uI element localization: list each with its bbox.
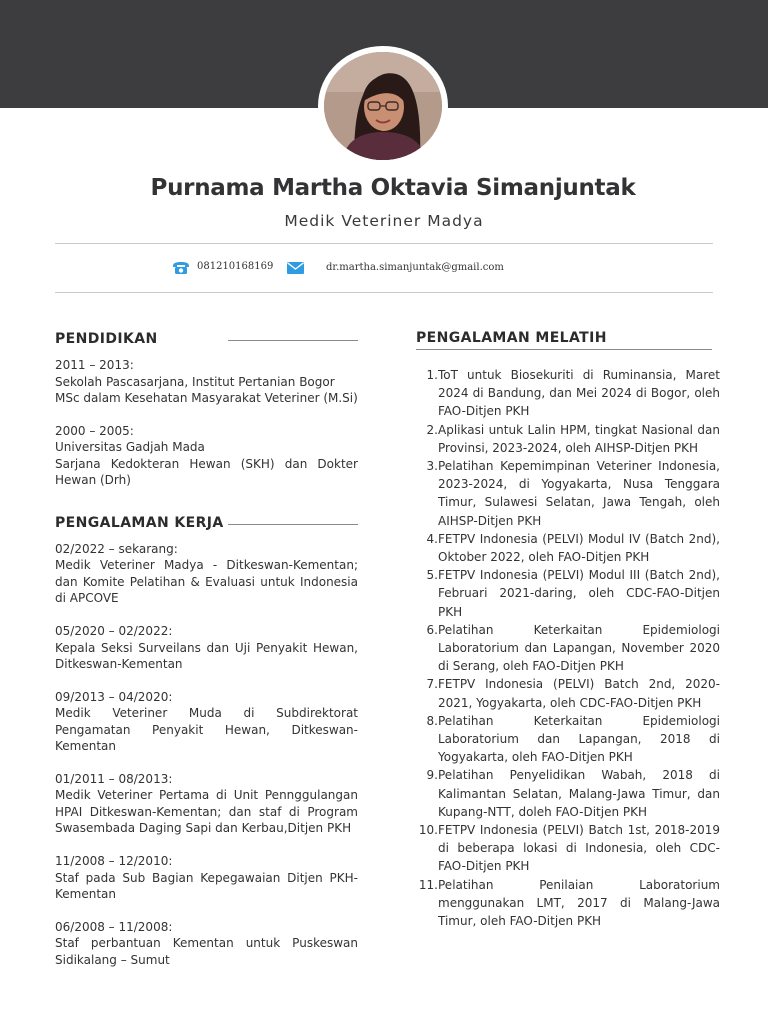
- training-number: 5.: [426, 568, 438, 583]
- person-name: Purnama Martha Oktavia Simanjuntak: [150, 175, 636, 201]
- section-title-pendidikan: PENDIDIKAN: [55, 331, 158, 347]
- work-description: Medik Veteriner Madya - Ditkeswan-Kementan; dan Komite Pelatihan & Evaluasi untuk Indonesia di APCOVE: [55, 558, 358, 606]
- portrait-illustration: [324, 52, 442, 160]
- training-item: [422, 766, 720, 821]
- training-text: Pelatihan Penilaian Laboratorium menggunakan LMT, 2017 di Malang-Jawa Timur, oleh FAO-Ditjen PKH: [438, 877, 720, 929]
- work-entry: [55, 541, 358, 607]
- divider-top: [55, 243, 713, 244]
- training-item: [422, 366, 720, 421]
- section-title-pengalaman-melatih: PENGALAMAN MELATIH: [416, 330, 607, 346]
- training-number: 1.: [426, 368, 438, 382]
- profile-photo: [324, 52, 442, 160]
- work-entry: [55, 919, 358, 968]
- work-description: Medik Veteriner Muda di Subdirektorat Pengamatan Penyakit Hewan, Ditkeswan-Kementan: [55, 706, 358, 754]
- training-text: ToT untuk Biosekuriti di Ruminansia, Maret 2024 di Bandung, dan Mei 2024 di Bogor, oleh FAO-Ditjen PKH: [438, 368, 720, 419]
- training-item: [422, 621, 720, 676]
- training-item: [422, 530, 720, 566]
- training-number: 2.: [426, 422, 438, 437]
- training-text: FETPV Indonesia (PELVI) Modul IV (Batch 2nd), Oktober 2022, oleh FAO-Ditjen PKH: [438, 531, 720, 565]
- section-title-pengalaman-kerja: PENGALAMAN KERJA: [55, 515, 224, 531]
- training-text: Aplikasi untuk Lalin HPM, tingkat Nasional dan Provinsi, 2023-2024, oleh AIHSP-Ditjen PKH: [438, 422, 720, 455]
- training-text: Pelatihan Keterkaitan Epidemiologi Laboratorium dan Lapangan, 2018 di Yogyakarta, oleh FAO-Ditjen PKH: [438, 713, 720, 765]
- work-entry: [55, 853, 358, 902]
- work-description: Staf pada Sub Bagian Kepegawaian Ditjen PKH-Kementan: [55, 870, 358, 901]
- work-period: 05/2020 – 02/2022:: [55, 624, 173, 639]
- training-number: 4.: [426, 531, 438, 546]
- training-item: [422, 675, 720, 711]
- training-text: FETPV Indonesia (PELVI) Modul III (Batch 2nd), Februari 2021-daring, oleh CDC-FAO-Ditjen PKH: [438, 568, 720, 619]
- work-entry: [55, 623, 358, 672]
- training-number: 6.: [426, 622, 438, 637]
- email-address[interactable]: dr.martha.simanjuntak@gmail.com: [326, 262, 504, 273]
- education-period: 2000 – 2005:: [55, 423, 134, 438]
- training-text: Pelatihan Penyelidikan Wabah, 2018 di Kalimantan Selatan, Malang-Jawa Timur, dan Kupang-NTT, doleh FAO-Ditjen PKH: [438, 768, 720, 819]
- work-entry: [55, 689, 358, 755]
- training-number: 7.: [426, 677, 438, 692]
- envelope-icon: [287, 262, 304, 274]
- work-period: 01/2011 – 08/2013:: [55, 771, 173, 786]
- phone-icon: [172, 261, 190, 275]
- training-item: [418, 821, 720, 876]
- work-description: Staf perbantuan Kementan untuk Puskeswan Sidikalang – Sumut: [55, 936, 358, 967]
- phone-number[interactable]: 081210168169: [197, 261, 274, 272]
- education-institution: Sekolah Pascasarjana, Institut Pertanian Bogor: [55, 374, 335, 389]
- work-period: 09/2013 – 04/2020:: [55, 689, 173, 704]
- education-period: 2011 – 2013:: [55, 358, 134, 372]
- training-number: 9.: [426, 768, 438, 783]
- training-text: Pelatihan Keterkaitan Epidemiologi Laboratorium dan Lapangan, November 2020 di Serang, oleh FAO-Ditjen PKH: [438, 622, 720, 674]
- training-item: [422, 712, 720, 767]
- education-degree: Sarjana Kedokteran Hewan (SKH) dan Dokter Hewan (Drh): [55, 456, 358, 487]
- work-experience-list: [55, 541, 358, 985]
- training-item: [418, 876, 720, 931]
- education-entry: [55, 357, 358, 407]
- training-text: FETPV Indonesia (PELVI) Batch 2nd, 2020-2021, Yogyakarta, oleh CDC-FAO-Ditjen PKH: [438, 677, 720, 710]
- work-period: 06/2008 – 11/2008:: [55, 919, 173, 934]
- work-description: Medik Veteriner Pertama di Unit Pennggulangan HPAI Ditkeswan-Kementan; dan staf di Program Swasembada Daging Sapi dan Kerbau,Ditjen PKH: [55, 788, 358, 836]
- work-period: 11/2008 – 12/2010:: [55, 854, 173, 869]
- training-number: 8.: [426, 713, 438, 728]
- education-list: [55, 357, 358, 505]
- work-period: 02/2022 – sekarang:: [55, 542, 178, 556]
- training-item: [422, 566, 720, 621]
- training-text: FETPV Indonesia (PELVI) Batch 1st, 2018-2019 di beberapa lokasi di Indonesia, oleh CDC-FAO-Ditjen PKH: [438, 823, 720, 874]
- divider-contact: [55, 292, 713, 293]
- training-text: Pelatihan Kepemimpinan Veteriner Indonesia, 2023-2024, di Yogyakarta, Nusa Tenggara Timur, Sulawesi Selatan, Jawa Tengah, oleh AIHSP-Ditjen PKH: [438, 459, 720, 528]
- education-institution: Universitas Gadjah Mada: [55, 440, 205, 454]
- section-underline-pendidikan: [228, 340, 358, 341]
- work-description: Kepala Seksi Surveilans dan Uji Penyakit Hewan, Ditkeswan-Kementan: [55, 640, 358, 671]
- education-degree: MSc dalam Kesehatan Masyarakat Veteriner (M.Si): [55, 391, 358, 405]
- education-entry: [55, 423, 358, 489]
- section-underline-pengalaman-melatih: [416, 349, 712, 350]
- training-number: 10.: [418, 823, 438, 838]
- avatar: [318, 46, 448, 166]
- work-entry: [55, 771, 358, 837]
- training-item: [422, 457, 720, 530]
- training-number: 3.: [426, 459, 438, 474]
- training-item: [422, 421, 720, 457]
- training-list: [418, 366, 720, 930]
- section-underline-pengalaman-kerja: [228, 524, 358, 525]
- job-title: Medik Veteriner Madya: [284, 212, 484, 230]
- training-number: 11.: [418, 877, 438, 892]
